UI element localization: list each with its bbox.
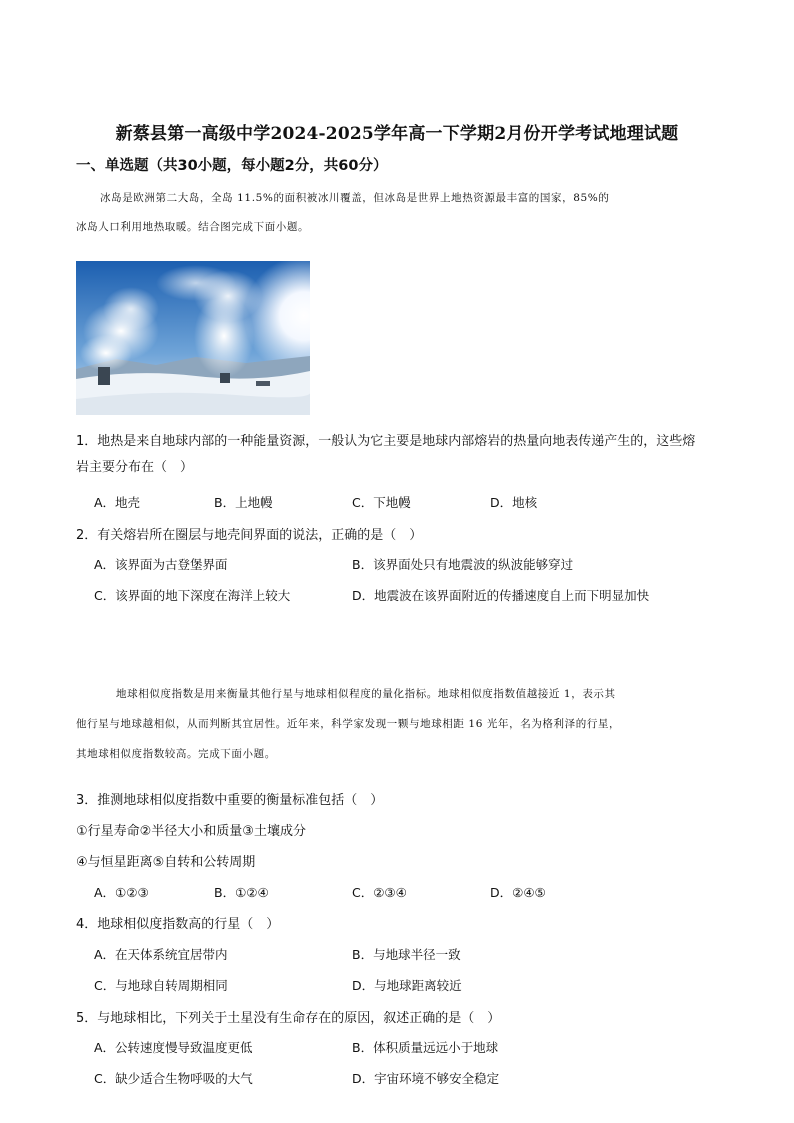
question-4-stem: 4．地球相似度指数高的行星（ ） (76, 917, 280, 932)
question-3-option-c: C．②③④ (352, 885, 407, 900)
question-1-option-c: C．下地幔 (352, 495, 411, 510)
question-3-option-d: D．②④⑤ (490, 885, 546, 900)
question-5-option-c: C．缺少适合生物呼吸的大气 (94, 1071, 253, 1086)
passage-2-line-3: 其地球相似度指数较高。完成下面小题。 (76, 748, 276, 760)
question-4-option-a: A．在天体系统宜居带内 (94, 947, 228, 962)
question-5-option-a: A．公转速度慢导致温度更低 (94, 1040, 253, 1055)
passage-1-line-1: 冰岛是欧洲第二大岛，全岛 11.5%的面积被冰川覆盖，但冰岛是世界上地热资源最丰富的国家，85%的 (100, 192, 610, 204)
passage-2-line-1: 地球相似度指数是用来衡量其他行星与地球相似程度的量化指标。地球相似度指数值越接近 1，表示其 (116, 688, 616, 700)
question-2-option-b: B．该界面处只有地震波的纵波能够穿过 (352, 557, 574, 572)
question-3-option-a: A．①②③ (94, 885, 149, 900)
question-2-stem: 2．有关熔岩所在圈层与地壳间界面的说法，正确的是（ ） (76, 528, 423, 543)
question-1-line-2: 岩主要分布在（ ） (76, 460, 194, 475)
question-3-option-b: B．①②④ (214, 885, 269, 900)
question-3-items-1: ①行星寿命②半径大小和质量③土壤成分 (76, 824, 306, 839)
question-3-stem: 3．推测地球相似度指数中重要的衡量标准包括（ ） (76, 793, 384, 808)
question-1-option-d: D．地核 (490, 495, 538, 510)
question-3-items-2: ④与恒星距离⑤自转和公转周期 (76, 855, 256, 870)
geothermal-steam-photo (76, 261, 310, 415)
question-1-option-b: B．上地幔 (214, 495, 273, 510)
passage-1-line-2: 冰岛人口利用地热取暖。结合图完成下面小题。 (76, 221, 310, 233)
section-heading: 一、单选题（共30小题，每小题2分，共60分） (76, 158, 388, 174)
passage-2-line-2: 他行星与地球越相似，从而判断其宜居性。近年来，科学家发现一颗与地球相距 16 光年，名为格利泽的行星， (76, 718, 621, 730)
question-1-line-1: 1．地热是来自地球内部的一种能量资源，一般认为它主要是地球内部熔岩的热量向地表传递产生的，这些熔 (76, 434, 696, 449)
question-4-option-b: B．与地球半径一致 (352, 947, 461, 962)
question-2-option-a: A．该界面为古登堡界面 (94, 557, 228, 572)
question-2-option-c: C．该界面的地下深度在海洋上较大 (94, 588, 291, 603)
page-title: 新蔡县第一高级中学2024-2025学年高一下学期2月份开学考试地理试题 (115, 124, 679, 144)
question-5-option-d: D．宇宙环境不够安全稳定 (352, 1071, 500, 1086)
question-5-option-b: B．体积质量远远小于地球 (352, 1040, 499, 1055)
question-4-option-d: D．与地球距离较近 (352, 978, 462, 993)
question-4-option-c: C．与地球自转周期相同 (94, 978, 228, 993)
question-1-option-a: A．地壳 (94, 495, 141, 510)
question-5-stem: 5．与地球相比，下列关于土星没有生命存在的原因，叙述正确的是（ ） (76, 1011, 501, 1026)
question-2-option-d: D．地震波在该界面附近的传播速度自上而下明显加快 (352, 588, 650, 603)
